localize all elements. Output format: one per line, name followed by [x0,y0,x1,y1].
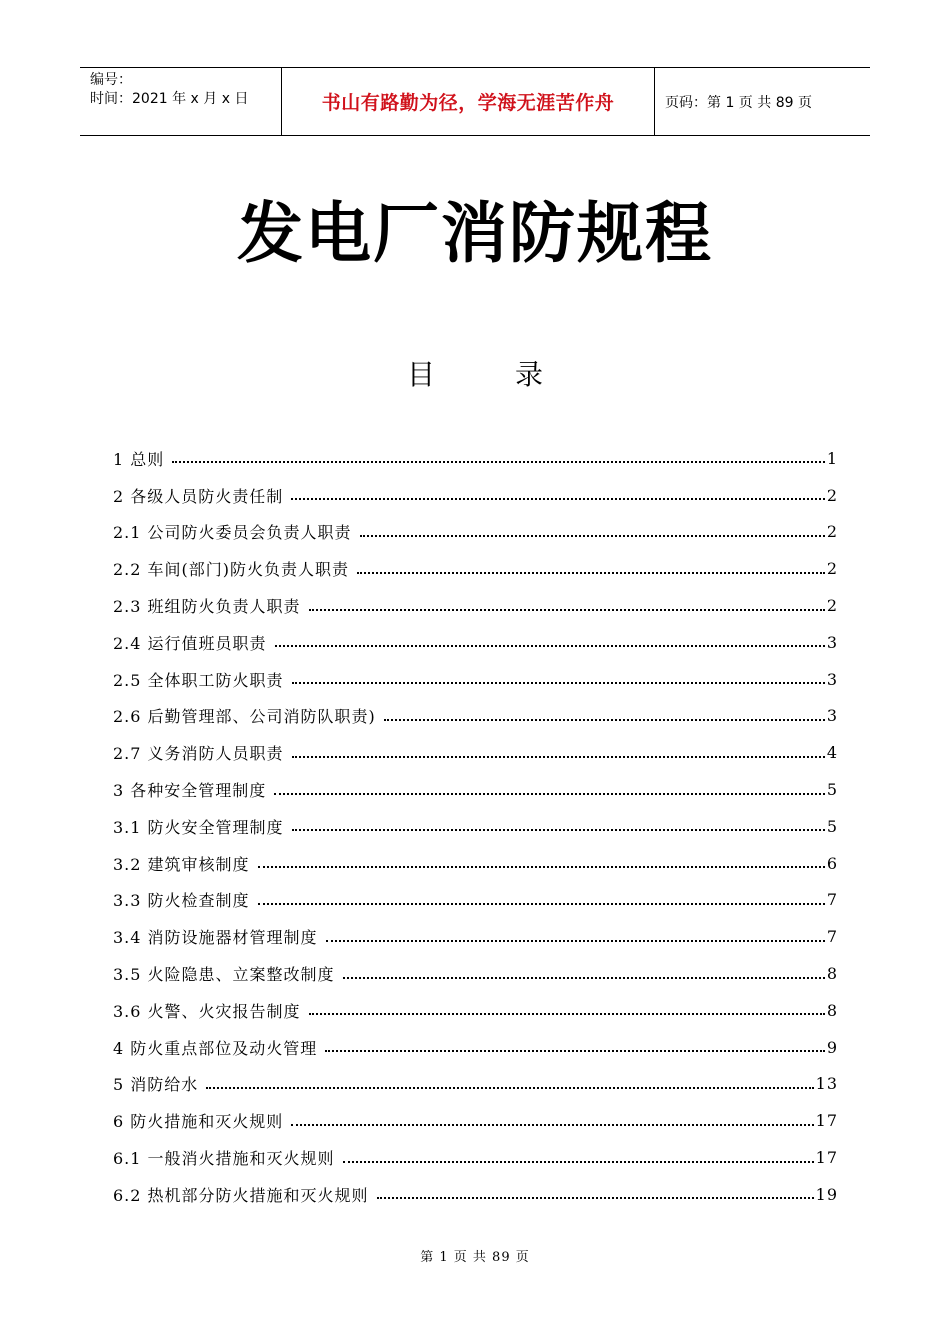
toc-leader-dots [309,997,825,1015]
toc-entry-page: 2 [826,559,838,579]
toc-entry-label: 3.5 火险隐患、立案整改制度 [113,965,335,985]
toc-entry-label: 6.2 热机部分防火措施和灭火规则 [113,1185,369,1205]
toc-leader-dots [377,1181,814,1199]
toc-entry-label: 6.1 一般消火措施和灭火规则 [113,1149,335,1169]
toc-entry[interactable] [113,1066,838,1103]
toc-heading [0,357,950,393]
toc-entry[interactable] [113,624,838,661]
header-meta [80,68,281,135]
toc-leader-dots [291,1108,813,1126]
toc-entry-label: 2.3 班组防火负责人职责 [113,597,301,617]
toc-entry[interactable] [113,587,838,624]
header-motto: 书山有路勤为径，学海无涯苦作舟 [281,68,655,135]
toc-entry[interactable] [113,992,838,1029]
toc-entry[interactable] [113,771,838,808]
toc-entry[interactable] [113,1029,838,1066]
toc-leader-dots [384,703,825,721]
document-date-label: 时间：2021 年 x 月 x 日 [90,91,249,107]
toc-entry-label: 5 消防给水 [113,1075,199,1095]
toc-entry-page: 4 [826,743,838,763]
toc-entry-page: 7 [826,890,838,910]
document-number-label: 编号： [90,72,132,88]
toc-entry[interactable] [113,440,838,477]
table-of-contents [113,440,838,1213]
toc-leader-dots [343,1145,814,1163]
toc-entry-page: 17 [815,1148,838,1168]
toc-entry-page: 6 [826,853,838,873]
toc-entry[interactable] [113,882,838,919]
toc-entry[interactable] [113,698,838,735]
toc-entry-page: 19 [815,1184,838,1204]
toc-entry-label: 4 防火重点部位及动火管理 [113,1038,318,1058]
toc-entry-page: 3 [826,632,838,652]
toc-leader-dots [258,887,825,905]
toc-leader-dots [292,740,825,758]
toc-entry-label: 2.4 运行值班员职责 [113,633,267,653]
toc-leader-dots [292,813,825,831]
toc-heading-right: 录 [515,358,544,391]
toc-entry[interactable] [113,1139,838,1176]
toc-entry-label: 3.3 防火检查制度 [113,891,250,911]
toc-entry-label: 2.1 公司防火委员会负责人职责 [113,523,352,543]
toc-entry[interactable] [113,661,838,698]
toc-leader-dots [360,519,825,537]
toc-entry[interactable] [113,1176,838,1213]
toc-entry[interactable] [113,734,838,771]
toc-entry-label: 1 总则 [113,449,165,469]
toc-entry-label: 2.2 车间(部门)防火负责人职责 [113,560,350,580]
toc-entry-label: 3.6 火警、火灾报告制度 [113,1001,301,1021]
toc-entry[interactable] [113,845,838,882]
toc-entry-label: 2.7 义务消防人员职责 [113,744,284,764]
toc-entry[interactable] [113,477,838,514]
toc-entry-page: 17 [815,1111,838,1131]
toc-entry[interactable] [113,514,838,551]
toc-entry-page: 2 [826,596,838,616]
page-header [80,67,870,136]
toc-leader-dots [172,445,825,463]
toc-entry-page: 3 [826,706,838,726]
toc-entry-label: 6 防火措施和灭火规则 [113,1112,284,1132]
toc-entry-page: 2 [826,522,838,542]
toc-leader-dots [258,850,825,868]
toc-entry-label: 3 各种安全管理制度 [113,781,267,801]
toc-leader-dots [326,924,825,942]
toc-leader-dots [343,961,825,979]
toc-entry[interactable] [113,550,838,587]
toc-entry-page: 9 [826,1037,838,1057]
toc-entry-label: 2 各级人员防火责任制 [113,486,284,506]
toc-entry[interactable] [113,808,838,845]
toc-leader-dots [274,777,825,795]
toc-entry-page: 7 [826,927,838,947]
toc-entry-page: 13 [815,1074,838,1094]
toc-leader-dots [309,593,825,611]
toc-entry-label: 2.5 全体职工防火职责 [113,670,284,690]
toc-entry-page: 3 [826,669,838,689]
toc-entry-page: 5 [826,816,838,836]
toc-leader-dots [325,1034,825,1052]
toc-leader-dots [291,482,825,500]
toc-entry-label: 3.2 建筑审核制度 [113,854,250,874]
toc-entry-label: 2.6 后勤管理部、公司消防队职责) [113,707,376,727]
toc-entry[interactable] [113,918,838,955]
toc-entry-page: 5 [826,780,838,800]
toc-leader-dots [275,629,825,647]
toc-entry[interactable] [113,955,838,992]
header-page-info: 页码：第 1 页 共 89 页 [665,94,812,111]
page-footer: 第 1 页 共 89 页 [420,1250,530,1265]
toc-leader-dots [206,1071,813,1089]
toc-entry-page: 2 [826,485,838,505]
toc-heading-left: 目 [406,358,435,391]
document-title: 发电厂消防规程 [237,195,713,272]
toc-entry-label: 3.1 防火安全管理制度 [113,817,284,837]
toc-entry[interactable] [113,1102,838,1139]
toc-entry-page: 1 [826,448,838,468]
toc-leader-dots [292,666,825,684]
toc-entry-page: 8 [826,1000,838,1020]
toc-entry-label: 3.4 消防设施器材管理制度 [113,928,318,948]
toc-entry-page: 8 [826,964,838,984]
toc-leader-dots [357,556,825,574]
